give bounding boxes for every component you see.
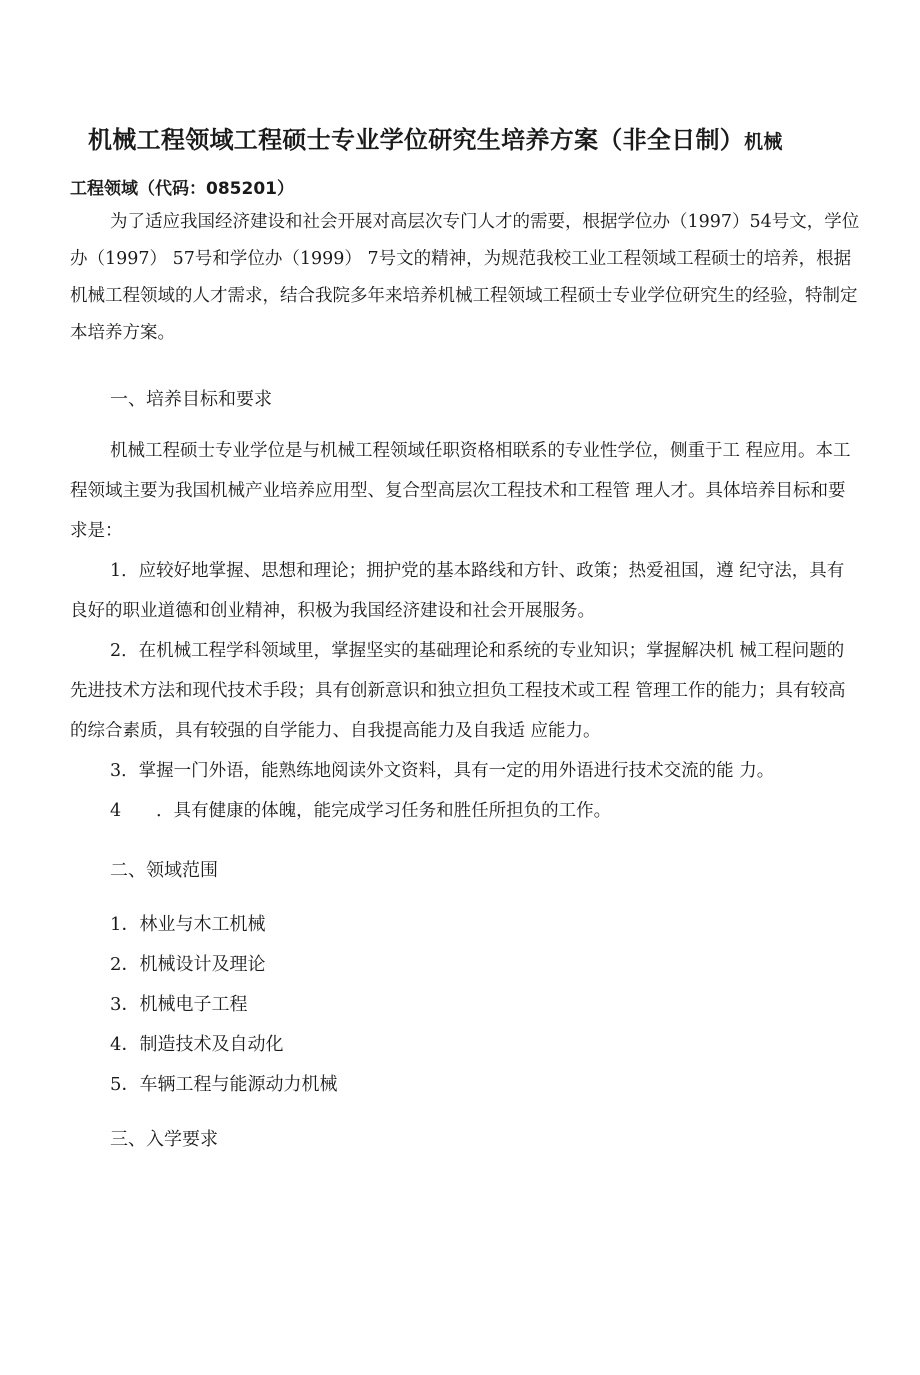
field-item-3: 3．机械电子工程 (110, 994, 248, 1015)
document-subtitle: 工程领域（代码：085201） (70, 179, 294, 199)
goal-item-2: 2．在机械工程学科领域里，掌握坚实的基础理论和系统的专业知识；掌握解决机 械工程问题的先进技术方法和现代技术手段；具有创新意识和独立担负工程技术或工程 管理工作的能力；具有较高的综合素质，具有较强的自学能力、自我提高能力及自我适 应能力。 (70, 641, 846, 741)
field-item-1: 1．林业与木工机械 (110, 914, 266, 935)
goal-item-3: 3．掌握一门外语，能熟练地阅读外文资料，具有一定的用外语进行技术交流的能 力。 (110, 761, 775, 781)
field-item-4: 4．制造技术及自动化 (110, 1034, 284, 1055)
document-title (88, 120, 888, 155)
section1-heading: 一、培养目标和要求 (110, 389, 272, 410)
intro-paragraph: 为了适应我国经济建设和社会开展对高层次专门人才的需要，根据学位办（1997）54号文，学位办（1997） 57号和学位办（1999） 7号文的精神，为规范我校工业工程领域工程硕士的培养，根据机械工程领域的人才需求，结合我院多年来培养机械工程领域工程硕士专业学位研究生的经验，特制定本培养方案。 (70, 212, 860, 343)
title-tail: 机械 (744, 131, 783, 153)
section2-heading: 二、领域范围 (110, 860, 218, 881)
field-item-5: 5．车辆工程与能源动力机械 (110, 1074, 338, 1095)
title-main: 机械工程领域工程硕士专业学位研究生培养方案（非全日制） (88, 126, 745, 154)
section1-paragraph: 机械工程硕士专业学位是与机械工程领域任职资格相联系的专业性学位，侧重于工 程应用。本工程领域主要为我国机械产业培养应用型、复合型高层次工程技术和工程管 理人才。具体培养目标和要求是： (70, 441, 851, 541)
goal-item-4: 4 ．具有健康的体魄，能完成学习任务和胜任所担负的工作。 (110, 801, 612, 821)
field-item-2: 2．机械设计及理论 (110, 954, 266, 975)
section3-heading: 三、入学要求 (110, 1129, 218, 1150)
goal-item-1: 1．应较好地掌握、思想和理论；拥护党的基本路线和方针、政策；热爱祖国，遵 纪守法，具有良好的职业道德和创业精神，积极为我国经济建设和社会开展服务。 (70, 561, 845, 621)
